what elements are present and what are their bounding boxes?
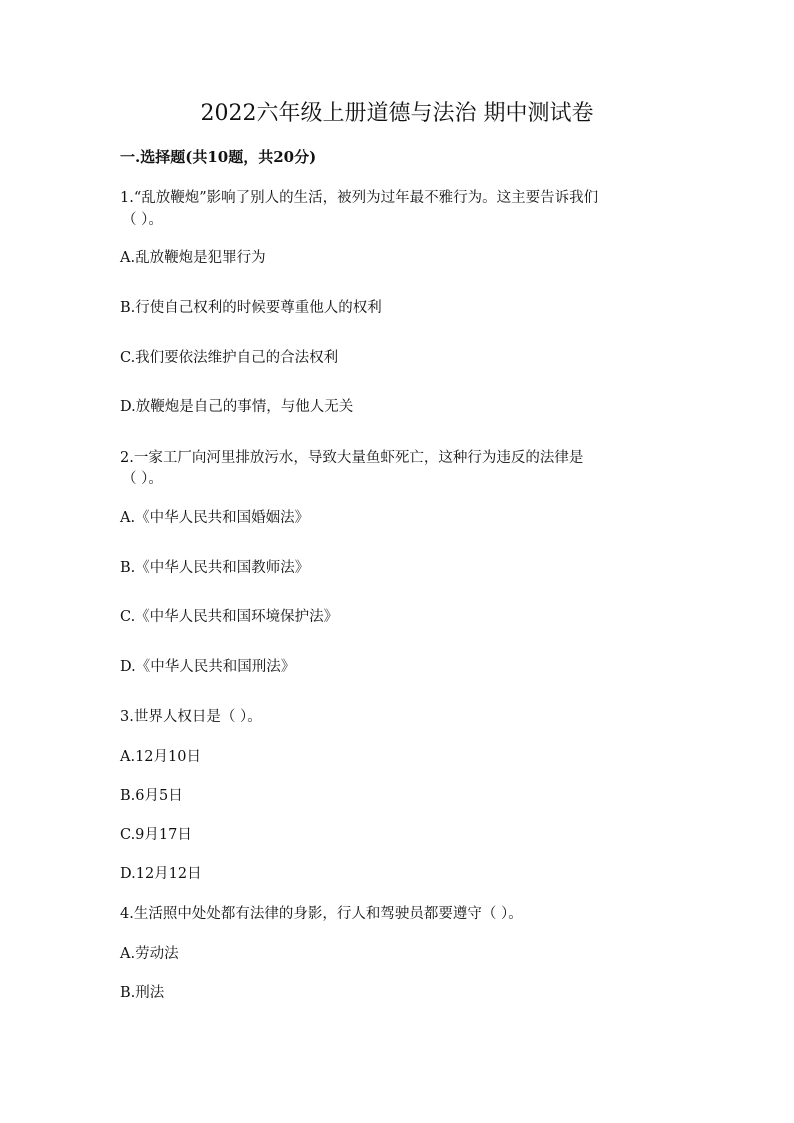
question-2-stem: 2.一家工厂向河里排放污水，导致大量鱼虾死亡，这种行为违反的法律是 [120, 450, 584, 466]
question-1-option-c: C.我们要依法维护自己的合法权利 [120, 350, 339, 366]
question-2-option-d: D.《中华人民共和国刑法》 [120, 659, 296, 675]
question-1-option-d: D.放鞭炮是自己的事情，与他人无关 [120, 399, 354, 415]
question-1-option-b: B.行使自己权利的时候要尊重他人的权利 [120, 300, 382, 316]
question-2-stem-blank: （ ）。 [122, 471, 163, 487]
question-3-stem: 3.世界人权日是（ ）。 [120, 709, 262, 725]
question-3-option-a: A.12月10日 [120, 749, 201, 765]
question-3-option-d: D.12月12日 [120, 866, 202, 882]
question-1-stem-blank: （ ）。 [122, 212, 163, 228]
question-2-option-b: B.《中华人民共和国教师法》 [120, 560, 310, 576]
question-1-stem: 1.“乱放鞭炮”影响了别人的生活，被列为过年最不雅行为。这主要告诉我们 [120, 190, 599, 206]
question-4-stem: 4.生活照中处处都有法律的身影，行人和驾驶员都要遵守（ ）。 [120, 906, 523, 922]
question-2-option-a: A.《中华人民共和国婚姻法》 [120, 510, 310, 526]
question-1-option-a: A.乱放鞭炮是犯罪行为 [120, 250, 266, 266]
question-3-option-b: B.6月5日 [120, 788, 183, 804]
question-4-option-b: B.刑法 [120, 985, 165, 1001]
question-2-option-c: C.《中华人民共和国环境保护法》 [120, 609, 339, 625]
question-3-option-c: C.9月17日 [120, 827, 192, 843]
section-heading: 一.选择题(共10题，共20分) [120, 148, 317, 166]
question-4-option-a: A.劳动法 [120, 946, 179, 962]
page-title: 2022六年级上册道德与法治 期中测试卷 [200, 101, 594, 126]
